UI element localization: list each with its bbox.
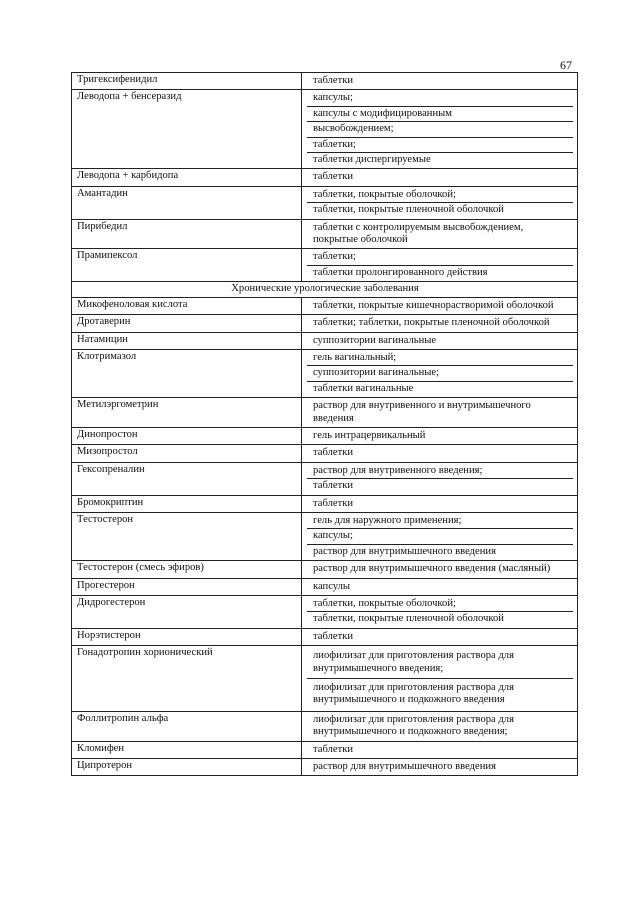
dosage-form: капсулы; [307, 529, 573, 544]
dosage-forms-cell [302, 90, 578, 169]
dosage-form: высвобождением; [307, 122, 573, 137]
drug-name: Микофеноловая кислота [72, 297, 302, 314]
dosage-form: суппозитории вагинальные; [307, 366, 573, 381]
dosage-form: таблетки, покрытые пленочной оболочкой [313, 204, 504, 216]
dosage-form: раствор для внутримышечного введения (масляный) [313, 563, 551, 575]
table-row [72, 186, 578, 219]
dosage-forms-cell [302, 646, 578, 712]
dosage-form: таблетки, покрытые оболочкой; [307, 188, 573, 203]
table-row [72, 297, 578, 314]
dosage-forms-cell [302, 332, 578, 349]
dosage-form: таблетки [313, 480, 354, 492]
dosage-forms-cell [302, 495, 578, 512]
dosage-form: капсулы [313, 580, 351, 592]
table-row [72, 398, 578, 428]
dosage-form: таблетки, покрытые оболочкой; [307, 597, 573, 612]
dosage-form: таблетки [313, 630, 354, 642]
drug-name: Дротаверин [72, 315, 302, 332]
dosage-form: лиофилизат для приготовления раствора для внутримышечного и подкожного введения [313, 682, 514, 706]
section-row [72, 282, 578, 297]
table-row [72, 646, 578, 712]
dosage-forms-cell [302, 186, 578, 219]
dosage-form: таблетки, покрытые пленочной оболочкой [313, 613, 504, 625]
drug-name: Гексопреналин [72, 462, 302, 495]
dosage-form: таблетки [313, 75, 354, 86]
dosage-form: таблетки вагинальные [313, 382, 414, 394]
drug-name: Леводопа + карбидопа [72, 169, 302, 186]
dosage-form: лиофилизат для приготовления раствора для внутримышечного и подкожного введения; [313, 713, 514, 738]
table-row [72, 578, 578, 595]
dosage-form: гель интрацервикальный [313, 429, 426, 441]
dosage-forms-cell [302, 578, 578, 595]
dosage-forms-cell [302, 73, 578, 90]
table-row [72, 445, 578, 462]
dosage-form: раствор для внутримышечного введения [313, 761, 496, 773]
table-row [72, 332, 578, 349]
dosage-form: таблетки, покрытые кишечнорастворимой оболочкой [313, 299, 554, 311]
page-number: 67 [560, 58, 572, 72]
table-row [72, 759, 578, 776]
dosage-forms-cell [302, 445, 578, 462]
dosage-form: капсулы с модифицированным [307, 107, 573, 122]
dosage-forms-cell [302, 427, 578, 444]
dosage-form: таблетки [313, 447, 354, 459]
dosage-form: гель для наружного применения; [307, 514, 573, 529]
drug-table-body [72, 73, 578, 776]
drug-name: Мизопростол [72, 445, 302, 462]
dosage-forms-cell [302, 711, 578, 741]
table-row [72, 628, 578, 645]
dosage-form: таблетки; [307, 138, 573, 153]
dosage-forms-cell [302, 628, 578, 645]
dosage-forms-cell [302, 169, 578, 186]
drug-name: Клотримазол [72, 349, 302, 397]
table-row [72, 711, 578, 741]
dosage-forms-cell [302, 561, 578, 578]
dosage-forms-cell [302, 741, 578, 758]
drug-name: Пирибедил [72, 219, 302, 249]
dosage-form: суппозитории вагинальные [313, 334, 437, 346]
drug-table [71, 72, 578, 776]
dosage-forms-cell [302, 398, 578, 428]
dosage-forms-cell [302, 219, 578, 249]
drug-name: Тригексифенидил [72, 73, 302, 90]
dosage-forms-cell [302, 315, 578, 332]
dosage-form: раствор для внутривенного и внутримышечного введения [313, 400, 531, 424]
dosage-forms-cell [302, 462, 578, 495]
dosage-form: таблетки; таблетки, покрытые пленочной оболочкой [313, 317, 550, 329]
table-row [72, 315, 578, 332]
dosage-form: таблетки с контролируемым высвобождением, покрытые оболочкой [313, 221, 524, 246]
dosage-forms-cell [302, 349, 578, 397]
drug-name: Прогестерон [72, 578, 302, 595]
drug-name: Ципротерон [72, 759, 302, 776]
dosage-form: раствор для внутримышечного введения [313, 545, 496, 557]
table-row [72, 219, 578, 249]
dosage-form: гель вагинальный; [307, 351, 573, 366]
drug-name: Метилэргометрин [72, 398, 302, 428]
drug-name: Бромокриптин [72, 495, 302, 512]
table-row [72, 249, 578, 282]
dosage-form: лиофилизат для приготовления раствора для внутримышечного введения; [307, 647, 573, 679]
table-row [72, 495, 578, 512]
dosage-form: таблетки [313, 171, 354, 183]
drug-name: Дидрогестерон [72, 596, 302, 629]
table-row [72, 596, 578, 629]
drug-name: Тестостерон [72, 512, 302, 560]
dosage-form: раствор для внутривенного введения; [307, 464, 573, 479]
dosage-forms-cell [302, 249, 578, 282]
table-row [72, 561, 578, 578]
drug-name: Фоллитропин альфа [72, 711, 302, 741]
dosage-forms-cell [302, 512, 578, 560]
dosage-form: таблетки [313, 743, 354, 755]
table-row [72, 73, 578, 90]
drug-name: Норэтистерон [72, 628, 302, 645]
table-row [72, 90, 578, 169]
table-row [72, 512, 578, 560]
dosage-forms-cell [302, 596, 578, 629]
dosage-form: таблетки; [307, 250, 573, 265]
drug-name: Прамипексол [72, 249, 302, 282]
dosage-form: таблетки [313, 497, 354, 509]
table-row [72, 169, 578, 186]
table-row [72, 741, 578, 758]
dosage-form: капсулы; [307, 91, 573, 106]
section-heading: Хронические урологические заболевания [72, 282, 578, 297]
table-row [72, 427, 578, 444]
dosage-form: таблетки диспергируемые [313, 154, 431, 166]
drug-name: Динопростон [72, 427, 302, 444]
table-row [72, 349, 578, 397]
drug-name: Леводопа + бенсеразид [72, 90, 302, 169]
drug-name: Натамицин [72, 332, 302, 349]
drug-name: Тестостерон (смесь эфиров) [72, 561, 302, 578]
drug-name: Амантадин [72, 186, 302, 219]
dosage-forms-cell [302, 759, 578, 776]
drug-name: Гонадотропин хорионический [72, 646, 302, 712]
dosage-forms-cell [302, 297, 578, 314]
table-row [72, 462, 578, 495]
drug-name: Кломифен [72, 741, 302, 758]
dosage-form: таблетки пролонгированного действия [313, 266, 488, 278]
